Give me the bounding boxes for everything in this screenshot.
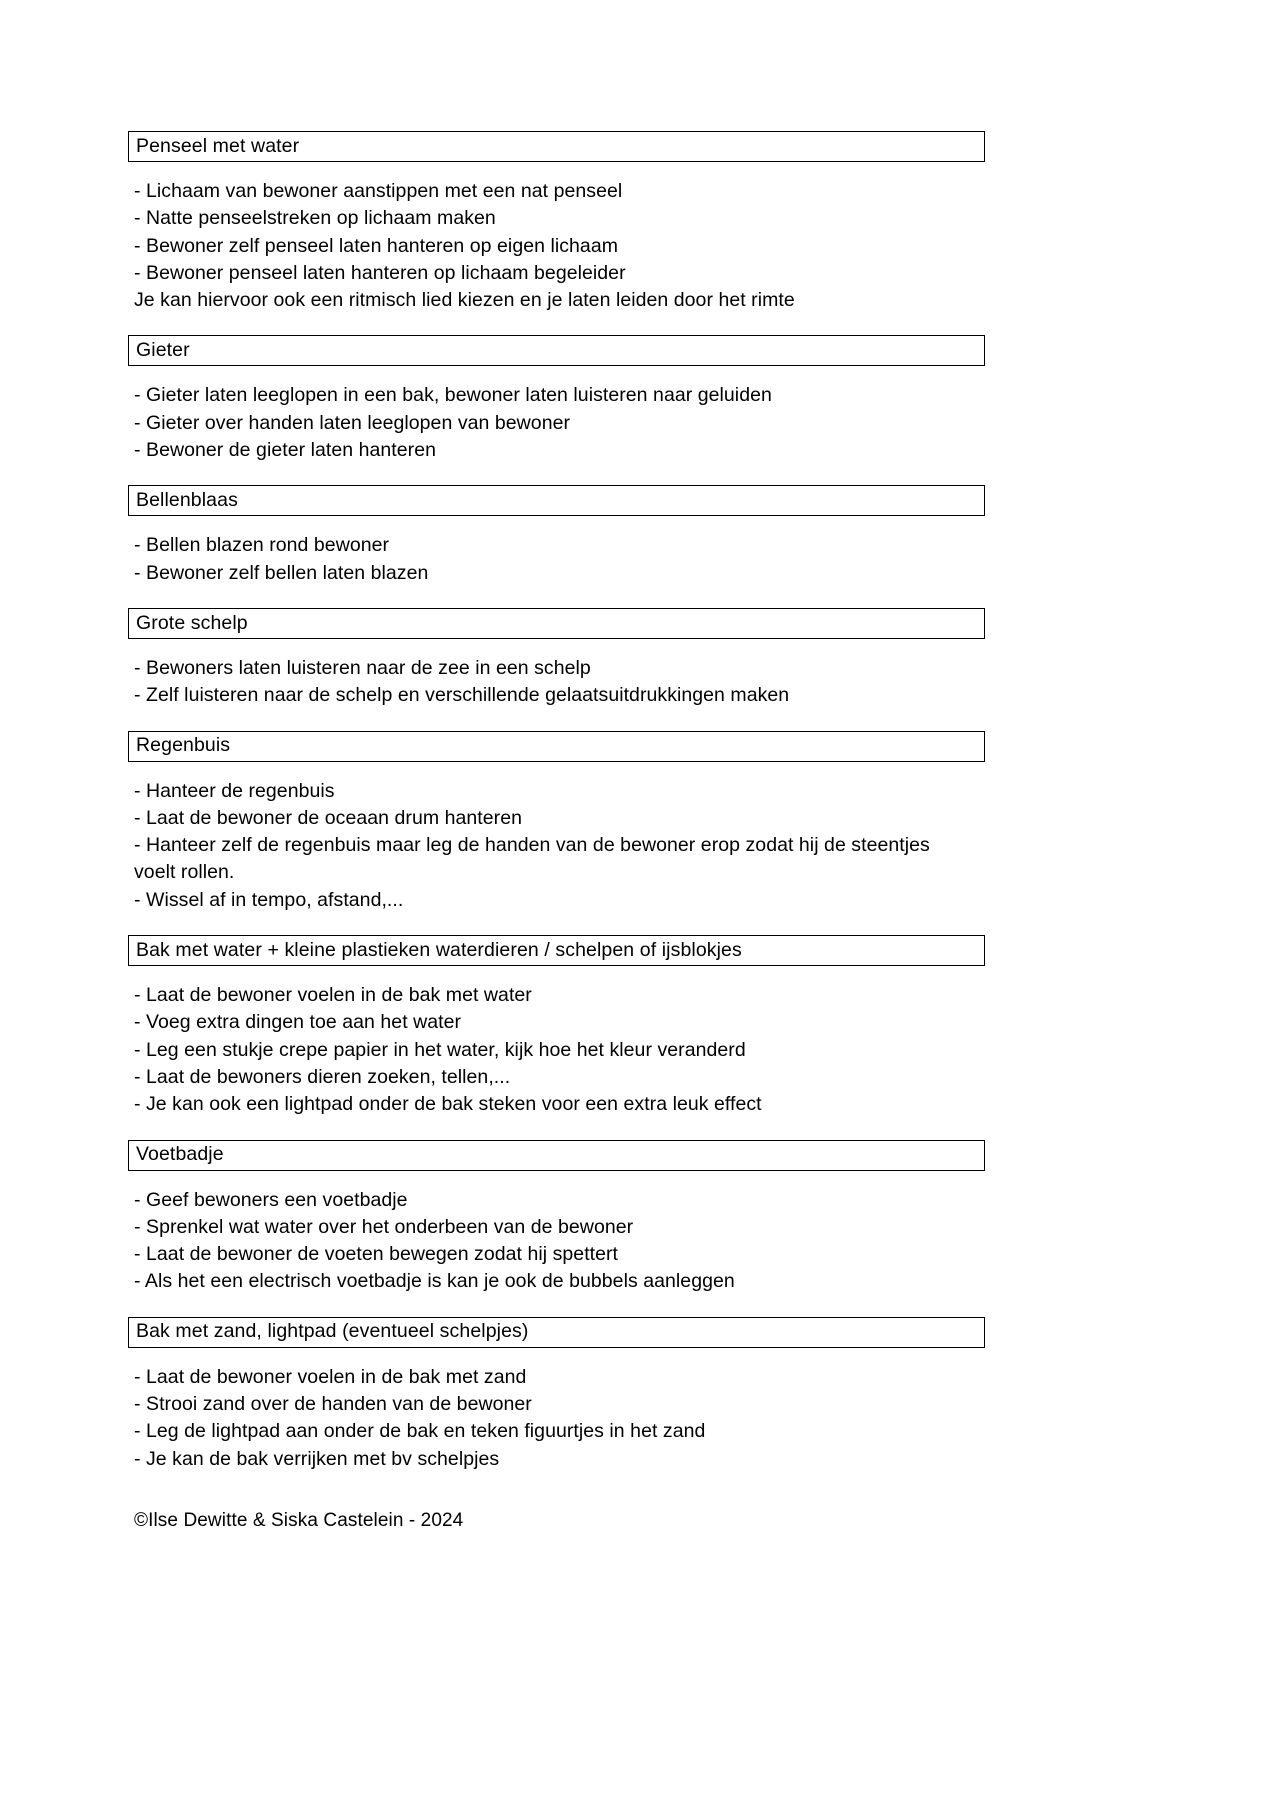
section-title: Bellenblaas — [136, 489, 238, 512]
list-item: - Laat de bewoner de oceaan drum hanteren — [134, 806, 522, 829]
list-item: - Leg een stukje crepe papier in het water, kijk hoe het kleur veranderd — [134, 1038, 746, 1061]
section-title: Gieter — [136, 339, 190, 362]
list-item: - Laat de bewoner de voeten bewegen zodat hij spettert — [134, 1243, 619, 1266]
section-title: Bak met water + kleine plastieken waterdieren / schelpen of ijsblokjes — [136, 938, 742, 961]
list-item: - Laat de bewoners dieren zoeken, tellen,... — [134, 1065, 511, 1088]
list-item: - Bewoner de gieter laten hanteren — [134, 439, 436, 462]
section-item-list — [128, 1171, 985, 1296]
document-footer — [128, 1510, 985, 1533]
activity-section — [128, 935, 985, 1118]
section-item-list — [128, 1348, 985, 1473]
list-item: - Hanteer de regenbuis — [134, 779, 335, 802]
list-item: - Voeg extra dingen toe aan het water — [134, 1011, 462, 1034]
activity-section — [128, 608, 985, 710]
section-header-box — [128, 485, 985, 516]
list-item: - Gieter over handen laten leeglopen van bewoner — [134, 411, 571, 434]
list-item: - Je kan de bak verrijken met bv schelpjes — [134, 1447, 500, 1470]
section-title: Grote schelp — [136, 611, 248, 634]
section-item-list — [128, 966, 985, 1118]
list-item: - Bewoner penseel laten hanteren op lichaam begeleider — [134, 261, 626, 284]
section-header-box — [128, 935, 985, 966]
list-item: - Leg de lightpad aan onder de bak en teken figuurtjes in het zand — [134, 1420, 706, 1443]
copyright-line: ©Ilse Dewitte & Siska Castelein - 2024 — [134, 1509, 464, 1531]
list-item: - Sprenkel wat water over het onderbeen van de bewoner — [134, 1215, 634, 1238]
list-item: - Strooi zand over de handen van de bewoner — [134, 1393, 532, 1416]
section-header-box — [128, 1317, 985, 1348]
list-item: - Bewoners laten luisteren naar de zee in een schelp — [134, 656, 591, 679]
sections-container — [128, 131, 985, 1473]
section-item-list — [128, 639, 985, 710]
list-item: - Wissel af in tempo, afstand,... — [134, 888, 404, 911]
list-item: - Je kan ook een lightpad onder de bak steken voor een extra leuk effect — [134, 1093, 762, 1116]
list-item: Je kan hiervoor ook een ritmisch lied kiezen en je laten leiden door het rimte — [134, 289, 795, 312]
section-title: Regenbuis — [136, 734, 231, 757]
section-item-list — [128, 762, 985, 914]
list-item: - Bewoner zelf penseel laten hanteren op eigen lichaam — [134, 234, 619, 257]
activity-section — [128, 335, 985, 464]
list-item: - Laat de bewoner voelen in de bak met zand — [134, 1365, 527, 1388]
list-item: - Zelf luisteren naar de schelp en verschillende gelaatsuitdrukkingen maken — [134, 684, 790, 707]
section-header-box — [128, 731, 985, 762]
section-title: Penseel met water — [136, 134, 300, 157]
section-item-list — [128, 366, 985, 464]
list-item: - Laat de bewoner voelen in de bak met water — [134, 984, 532, 1007]
activity-section — [128, 731, 985, 914]
list-item: - Bellen blazen rond bewoner — [134, 534, 390, 557]
activity-section — [128, 1140, 985, 1296]
list-item: - Als het een electrisch voetbadje is kan je ook de bubbels aanleggen — [134, 1270, 735, 1293]
section-header-box — [128, 335, 985, 366]
section-title: Voetbadje — [136, 1143, 224, 1166]
list-item: - Lichaam van bewoner aanstippen met een nat penseel — [134, 180, 623, 202]
section-item-list — [128, 516, 985, 587]
list-item: - Natte penseelstreken op lichaam maken — [134, 207, 496, 230]
activity-section — [128, 131, 985, 314]
section-header-box — [128, 608, 985, 639]
section-header-box — [128, 131, 985, 162]
activity-section — [128, 1317, 985, 1473]
list-item: - Gieter laten leeglopen in een bak, bewoner laten luisteren naar geluiden — [134, 384, 772, 407]
list-item: - Hanteer zelf de regenbuis maar leg de handen van de bewoner erop zodat hij de steentjes voelt rollen. — [134, 834, 930, 884]
section-item-list — [128, 162, 985, 314]
list-item: - Geef bewoners een voetbadje — [134, 1188, 408, 1211]
list-item: - Bewoner zelf bellen laten blazen — [134, 561, 429, 584]
document-body — [128, 131, 985, 1533]
activity-section — [128, 485, 985, 587]
section-header-box — [128, 1140, 985, 1171]
section-title: Bak met zand, lightpad (eventueel schelpjes) — [136, 1320, 529, 1343]
